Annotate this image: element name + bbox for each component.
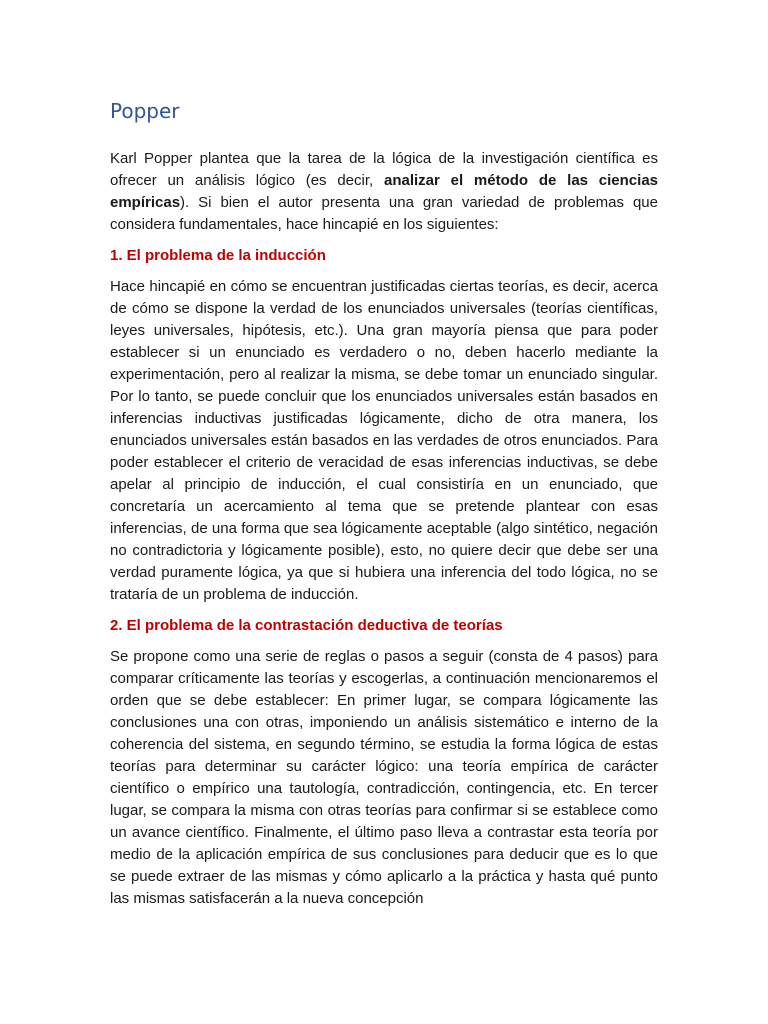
document-page — [110, 96, 658, 919]
section-heading-induction: 1. El problema de la inducción — [110, 247, 326, 264]
intro-paragraph — [110, 148, 658, 236]
section-body-induction: Hace hincapié en cómo se encuentran justificadas ciertas teorías, es decir, acerca de cómo se dispone la verdad de los enunciados universales (teorías científicas, leyes universales, hipótesis, etc.). Una gran mayoría piensa que para poder establecer si un enunciado es verdadero o no, deben hacerlo mediante la experimentación, pero al realizar la misma, se debe tomar un enunciado singular. Por lo tanto, se puede concluir que los enunciados universales están basados en inferencias inductivas justificadas lógicamente, dicho de otra manera, los enunciados universales están basados en las verdades de otros enunciados. Para poder establecer el criterio de veracidad de esas inferencias inductivas, se debe apelar al principio de inducción, el cual consistiría en un enunciado, que concretaría un acercamiento al tema que se pretende plantear con esas inferencias, de una forma que sea lógicamente aceptable (algo sintético, negación no contradictoria y lógicamente posible), esto, no quiere decir que debe ser una verdad puramente lógica, ya que si hubiera una inferencia del todo lógica, no se trataría de un problema de inducción. — [110, 278, 658, 603]
document-title: Popper — [110, 99, 180, 123]
intro-text-end: ). Si bien el autor presenta una gran variedad de problemas que considera fundamentales, hace hincapié en los siguientes: — [110, 194, 658, 233]
intro-bold-text: analizar el método de las ciencias empíricas — [110, 172, 659, 211]
section-body-contrastacion: Se propone como una serie de reglas o pasos a seguir (consta de 4 pasos) para comparar críticamente las teorías y escogerlas, a continuación mencionaremos el orden que se debe establecer: En primer lugar, se compara lógicamente las conclusiones una con otras, imponiendo un análisis sistemático e interno de la coherencia del sistema, en segundo término, se estudia la forma lógica de estas teorías para determinar su carácter lógico: una teoría empírica de carácter científico o empírico una tautología, contradicción, contingencia, etc. En tercer lugar, se compara la misma con otras teorías para confirmar si se establece como un avance científico. Finalmente, el último paso lleva a contrastar esta teoría por medio de la aplicación empírica de sus conclusiones para deducir que es lo que se puede extraer de las mismas y cómo aplicarlo a la práctica y hasta qué punto las mismas satisfacerán a la nueva concepción — [110, 648, 658, 907]
intro-text-start: Karl Popper plantea que la tarea de la lógica de la investigación científica es ofrecer un análisis lógico (es decir, — [110, 150, 658, 189]
section-heading-contrastacion: 2. El problema de la contrastación deductiva de teorías — [110, 617, 503, 634]
